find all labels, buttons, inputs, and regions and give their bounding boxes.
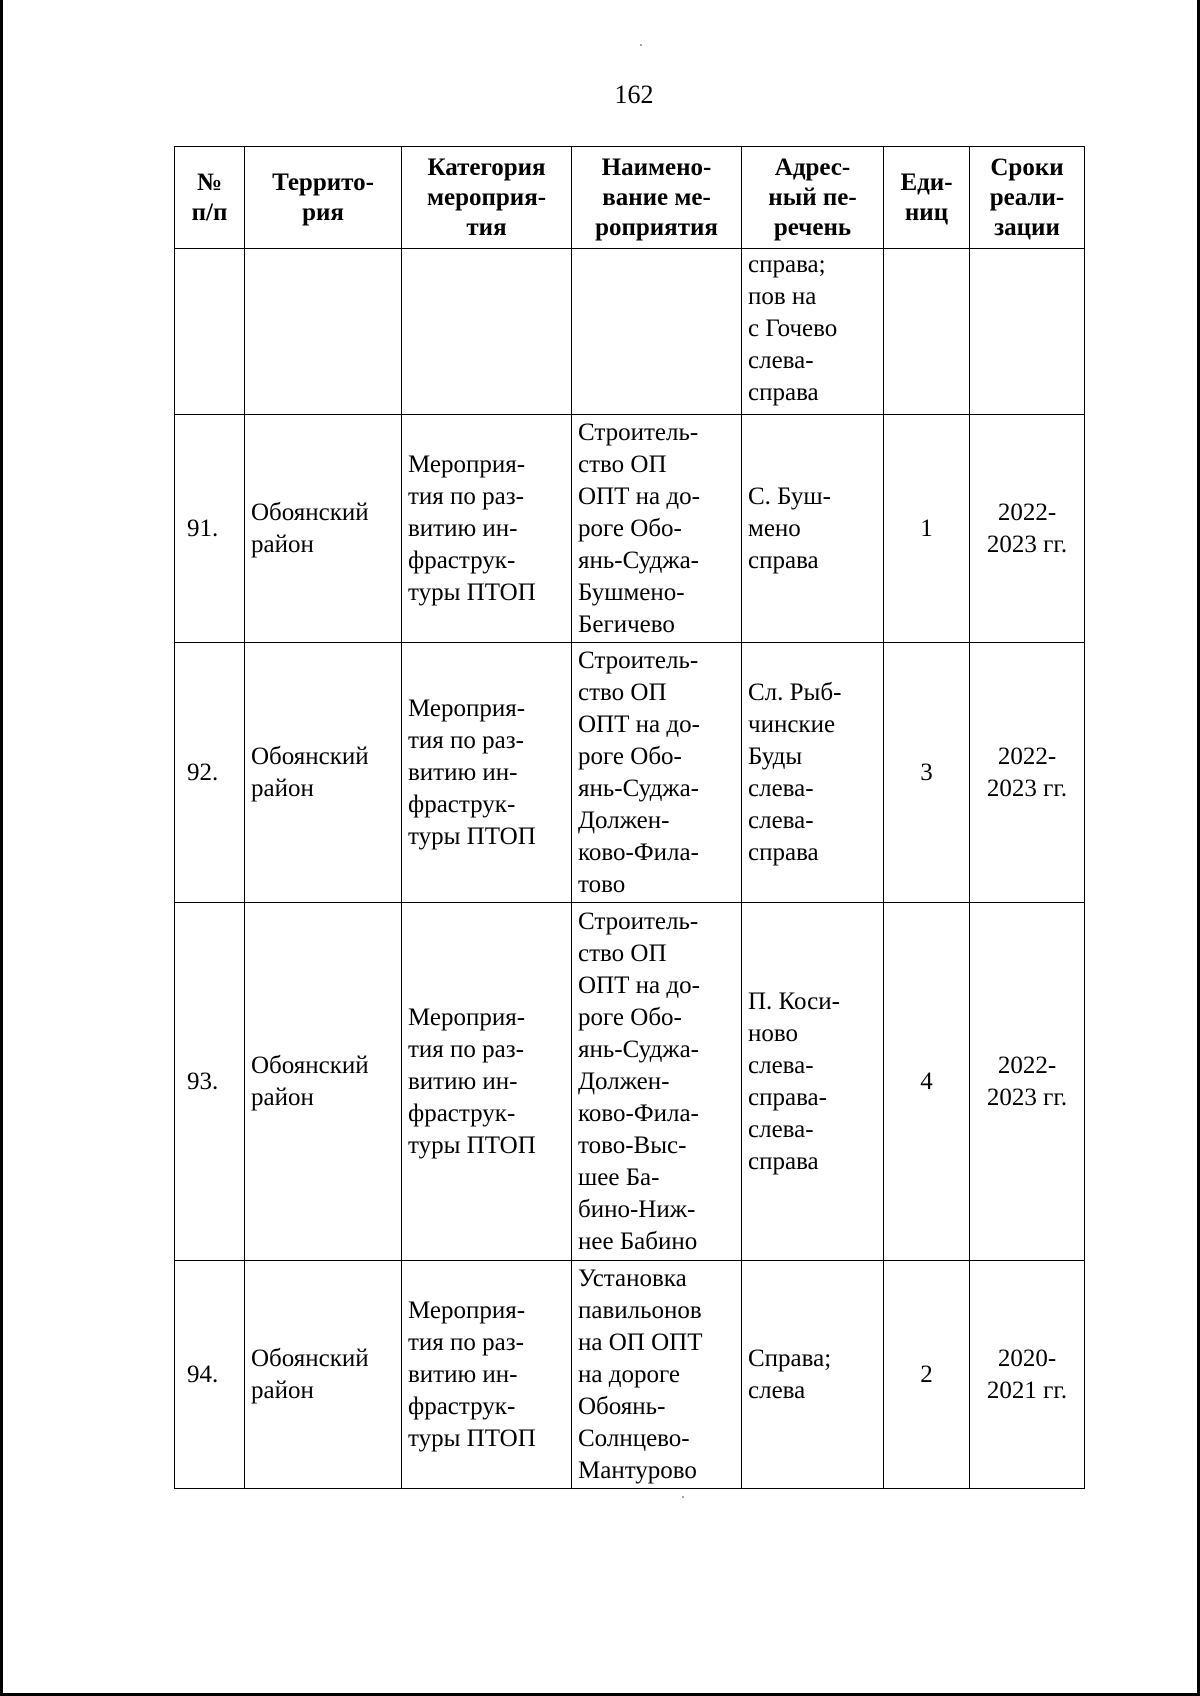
cell-number: 93. — [175, 903, 245, 1261]
scan-speck — [640, 44, 642, 46]
cell-period: 2022- 2023 гг. — [970, 903, 1085, 1261]
cell-territory: Обоянский район — [245, 643, 402, 903]
header-territory: Террито- рия — [245, 147, 402, 249]
table-row — [175, 903, 1085, 1261]
cell-number — [175, 249, 245, 415]
scan-border-left — [0, 0, 3, 1696]
table-row — [175, 1261, 1085, 1489]
cell-address: справа; пов на с Гочево слева- справа — [742, 249, 884, 415]
cell-territory: Обоянский район — [245, 903, 402, 1261]
cell-units: 3 — [884, 643, 970, 903]
header-event-name: Наимено- вание ме- роприятия — [572, 147, 742, 249]
cell-event-name: Строитель- ство ОП ОПТ на до- роге Обо- янь-Суджа- Должен- ково-Фила- тово — [572, 643, 742, 903]
cell-period: 2020- 2021 гг. — [970, 1261, 1085, 1489]
header-category: Категория мероприя- тия — [402, 147, 572, 249]
cell-event-name: Строитель- ство ОП ОПТ на до- роге Обо- янь-Суджа- Бушмено- Бегичево — [572, 415, 742, 643]
table-row — [175, 249, 1085, 415]
cell-event-name: Строитель- ство ОП ОПТ на до- роге Обо- янь-Суджа- Должен- ково-Фила- тово-Выс- шее Ба- бино-Ниж- нее Бабино — [572, 903, 742, 1261]
cell-category: Мероприя- тия по раз- витию ин- фраструк- туры ПТОП — [402, 643, 572, 903]
cell-category: Мероприя- тия по раз- витию ин- фраструк- туры ПТОП — [402, 415, 572, 643]
cell-category — [402, 249, 572, 415]
events-table — [174, 146, 1085, 1489]
cell-territory: Обоянский район — [245, 415, 402, 643]
cell-address: Справа; слева — [742, 1261, 884, 1489]
header-number: № п/п — [175, 147, 245, 249]
page-number: 162 — [614, 80, 654, 109]
cell-units: 2 — [884, 1261, 970, 1489]
cell-number: 92. — [175, 643, 245, 903]
cell-period: 2022- 2023 гг. — [970, 643, 1085, 903]
table-row — [175, 643, 1085, 903]
cell-event-name — [572, 249, 742, 415]
cell-category: Мероприя- тия по раз- витию ин- фраструк- туры ПТОП — [402, 1261, 572, 1489]
cell-number: 94. — [175, 1261, 245, 1489]
cell-event-name: Установка павильонов на ОП ОПТ на дороге Обоянь- Солнцево- Мантурово — [572, 1261, 742, 1489]
table-row — [175, 415, 1085, 643]
header-period: Сроки реали- зации — [970, 147, 1085, 249]
cell-period: 2022- 2023 гг. — [970, 415, 1085, 643]
cell-category: Мероприя- тия по раз- витию ин- фраструк- туры ПТОП — [402, 903, 572, 1261]
scan-speck — [682, 1496, 684, 1498]
cell-address: С. Буш- мено справа — [742, 415, 884, 643]
cell-territory — [245, 249, 402, 415]
cell-units: 4 — [884, 903, 970, 1261]
cell-period — [970, 249, 1085, 415]
cell-units: 1 — [884, 415, 970, 643]
header-units: Еди- ниц — [884, 147, 970, 249]
cell-units — [884, 249, 970, 415]
cell-number: 91. — [175, 415, 245, 643]
cell-address: П. Коси- ново слева- справа- слева- справа — [742, 903, 884, 1261]
header-address: Адрес- ный пе- речень — [742, 147, 884, 249]
table-header-row — [175, 147, 1085, 249]
cell-territory: Обоянский район — [245, 1261, 402, 1489]
cell-address: Сл. Рыб- чинские Буды слева- слева- справа — [742, 643, 884, 903]
